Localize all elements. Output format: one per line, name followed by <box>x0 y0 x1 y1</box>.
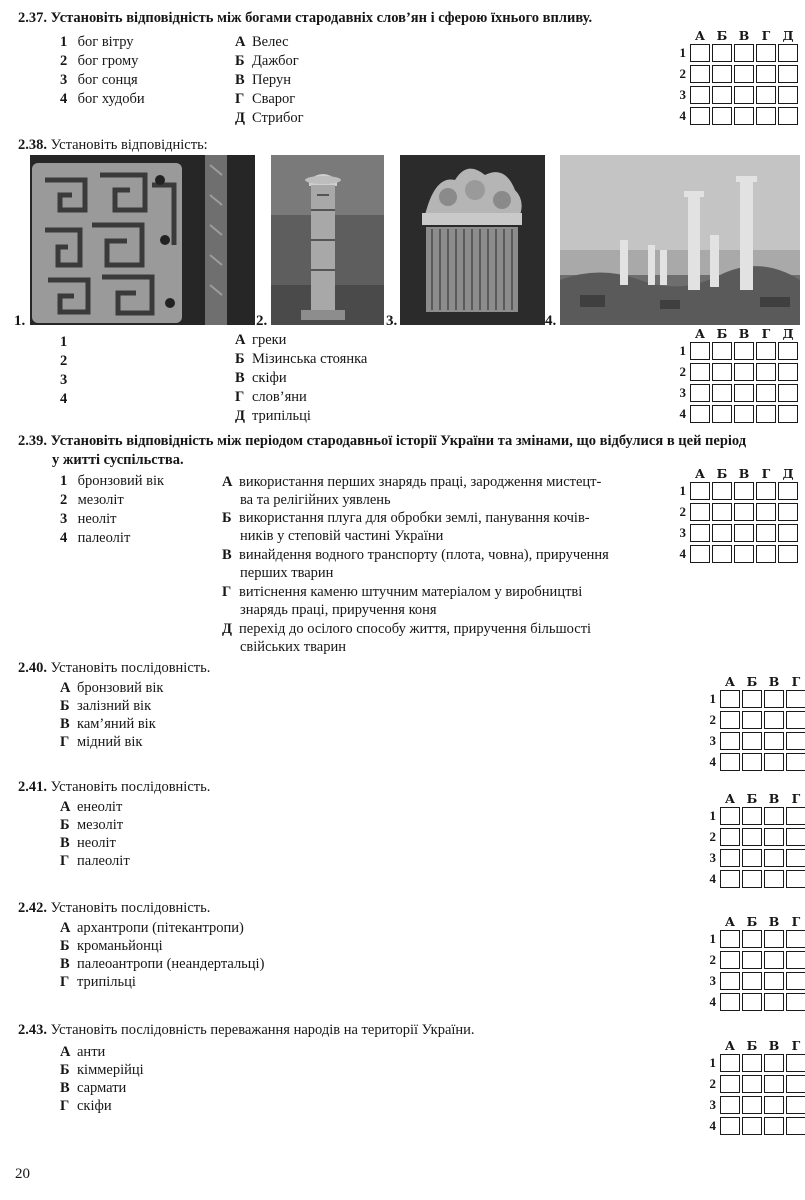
answer-cell[interactable] <box>742 993 762 1011</box>
answer-cell[interactable] <box>720 753 740 771</box>
answer-cell[interactable] <box>786 972 805 990</box>
answer-cell[interactable] <box>764 753 784 771</box>
answer-cell[interactable] <box>720 1054 740 1072</box>
grid-row-number: 4 <box>679 546 686 561</box>
answer-cell[interactable] <box>742 690 762 708</box>
answer-cell[interactable] <box>720 972 740 990</box>
photo-stone-idol <box>271 155 384 325</box>
item-b: Б кіммерійці <box>60 1062 144 1078</box>
answer-cell[interactable] <box>778 524 798 542</box>
item-c: В кам’яний вік <box>60 716 156 732</box>
grid-column-header: Б <box>746 674 758 689</box>
answer-cell[interactable] <box>778 384 798 402</box>
answer-cell[interactable] <box>786 870 805 888</box>
photo-label-1: 1. <box>14 313 26 329</box>
answer-cell[interactable] <box>786 807 805 825</box>
answer-cell[interactable] <box>690 545 710 563</box>
item-c: В палеоантропи (неандертальці) <box>60 956 265 972</box>
answer-cell[interactable] <box>778 503 798 521</box>
grid-column-header: А <box>694 28 706 43</box>
answer-cell[interactable] <box>720 930 740 948</box>
answer-cell[interactable] <box>786 1054 805 1072</box>
answer-cell[interactable] <box>786 1096 805 1114</box>
page-number: 20 <box>15 1166 30 1182</box>
grid-row-number: 2 <box>709 712 716 727</box>
grid-column-header: Б <box>716 28 728 43</box>
grid-row-number: 1 <box>709 691 716 706</box>
right-item-e: Д трипільці <box>235 408 311 424</box>
grid-row-number: 4 <box>679 406 686 421</box>
answer-cell[interactable] <box>734 503 754 521</box>
photo-label-4: 4. <box>545 313 557 329</box>
item-b: Б кроманьйонці <box>60 938 163 954</box>
grid-column-header: Б <box>746 914 758 929</box>
photo-gold-comb <box>400 155 545 325</box>
grid-column-header: В <box>768 674 780 689</box>
answer-cell[interactable] <box>742 1054 762 1072</box>
answer-cell[interactable] <box>778 363 798 381</box>
answer-cell[interactable] <box>734 44 754 62</box>
grid-row-number: 2 <box>679 364 686 379</box>
answer-cell[interactable] <box>742 849 762 867</box>
answer-grid[interactable] <box>706 1038 802 1138</box>
answer-cell[interactable] <box>764 870 784 888</box>
answer-cell[interactable] <box>764 1096 784 1114</box>
photo-ancient-columns <box>560 155 800 325</box>
grid-column-header: Б <box>746 1038 758 1053</box>
answer-cell[interactable] <box>742 1096 762 1114</box>
answer-cell[interactable] <box>742 711 762 729</box>
answer-cell[interactable] <box>778 65 798 83</box>
answer-cell[interactable] <box>778 342 798 360</box>
answer-cell[interactable] <box>720 951 740 969</box>
grid-row-number: 3 <box>679 87 686 102</box>
answer-cell[interactable] <box>786 993 805 1011</box>
answer-cell[interactable] <box>720 732 740 750</box>
answer-cell[interactable] <box>712 65 732 83</box>
answer-cell[interactable] <box>720 870 740 888</box>
answer-cell[interactable] <box>764 972 784 990</box>
grid-row-number: 2 <box>709 1076 716 1091</box>
answer-cell[interactable] <box>690 524 710 542</box>
answer-cell[interactable] <box>756 342 776 360</box>
answer-cell[interactable] <box>742 972 762 990</box>
answer-cell[interactable] <box>786 951 805 969</box>
question-header <box>18 137 208 154</box>
grid-column-header: Г <box>791 1038 801 1053</box>
answer-cell[interactable] <box>734 545 754 563</box>
answer-cell[interactable] <box>764 690 784 708</box>
question-text-line2: у житті суспільства. <box>52 452 184 468</box>
answer-cell[interactable] <box>712 524 732 542</box>
grid-column-header: А <box>694 466 706 481</box>
grid-column-header: Б <box>746 791 758 806</box>
grid-column-header: Д <box>782 28 794 43</box>
answer-cell[interactable] <box>734 405 754 423</box>
answer-cell[interactable] <box>786 930 805 948</box>
grid-row-number: 3 <box>709 850 716 865</box>
answer-cell[interactable] <box>712 44 732 62</box>
answer-cell[interactable] <box>690 363 710 381</box>
right-item-d: Г слов’яни <box>235 389 307 405</box>
answer-cell[interactable] <box>756 482 776 500</box>
right-item-c: В Перун <box>235 72 291 88</box>
grid-row-number: 2 <box>679 504 686 519</box>
photo-label-2: 2. <box>256 313 268 329</box>
question-text: Установіть відповідність: <box>50 137 208 153</box>
item-c: В сармати <box>60 1080 127 1096</box>
answer-cell[interactable] <box>690 342 710 360</box>
answer-cell[interactable] <box>690 86 710 104</box>
right-item-d: Г витіснення каменю штучним матеріалом у виробництві знарядь праці, приручення коня <box>222 584 583 618</box>
answer-cell[interactable] <box>734 342 754 360</box>
answer-cell[interactable] <box>712 384 732 402</box>
left-item-4: 4 палеоліт <box>60 530 131 546</box>
question-text: Установіть відповідність між богами стародавніх слов’ян і сферою їхнього впливу. <box>50 10 593 26</box>
answer-cell[interactable] <box>734 482 754 500</box>
question-header <box>18 660 210 677</box>
grid-row-number: 1 <box>679 45 686 60</box>
grid-column-header: Б <box>716 326 728 341</box>
right-item-a: А Велес <box>235 34 289 50</box>
answer-cell[interactable] <box>786 711 805 729</box>
grid-row-number: 4 <box>709 1118 716 1133</box>
grid-column-header: Г <box>761 28 771 43</box>
question-number: 2.42. <box>18 900 47 916</box>
answer-cell[interactable] <box>734 363 754 381</box>
answer-cell[interactable] <box>734 86 754 104</box>
right-item-b: Б Дажбог <box>235 53 299 69</box>
answer-cell[interactable] <box>786 1117 805 1135</box>
grid-row-number: 2 <box>709 952 716 967</box>
right-item-b: Б Мізинська стоянка <box>235 351 368 367</box>
answer-cell[interactable] <box>734 107 754 125</box>
answer-cell[interactable] <box>756 65 776 83</box>
answer-cell[interactable] <box>756 44 776 62</box>
answer-cell[interactable] <box>720 807 740 825</box>
left-item-4: 4 <box>60 391 68 407</box>
answer-cell[interactable] <box>690 44 710 62</box>
answer-cell[interactable] <box>742 1117 762 1135</box>
answer-cell[interactable] <box>764 828 784 846</box>
left-item-2: 2 <box>60 353 68 369</box>
answer-grid[interactable] <box>706 674 802 774</box>
answer-cell[interactable] <box>734 384 754 402</box>
answer-cell[interactable] <box>764 711 784 729</box>
question-text-line1: Установіть відповідність між періодом стародавньої історії України та змінами, що відбулися в цей період <box>50 433 747 449</box>
question-number: 2.40. <box>18 660 47 676</box>
question-header <box>18 900 210 917</box>
answer-cell[interactable] <box>764 1117 784 1135</box>
left-item-2: 2 бог грому <box>60 53 139 69</box>
answer-cell[interactable] <box>742 951 762 969</box>
item-d: Г палеоліт <box>60 853 130 869</box>
answer-cell[interactable] <box>764 732 784 750</box>
answer-cell[interactable] <box>778 482 798 500</box>
question-header <box>18 10 592 27</box>
grid-column-header: Д <box>782 466 794 481</box>
answer-cell[interactable] <box>742 807 762 825</box>
answer-cell[interactable] <box>690 107 710 125</box>
right-item-c: В винайдення водного транспорту (плота, човна), приручення перших тварин <box>222 547 609 581</box>
answer-grid[interactable] <box>676 28 802 128</box>
answer-cell[interactable] <box>720 1096 740 1114</box>
left-item-1: 1 бронзовий вік <box>60 473 165 489</box>
grid-row-number: 3 <box>709 1097 716 1112</box>
item-b: Б мезоліт <box>60 817 124 833</box>
answer-cell[interactable] <box>712 482 732 500</box>
grid-row-number: 1 <box>709 808 716 823</box>
answer-grid[interactable] <box>706 791 802 891</box>
answer-cell[interactable] <box>778 86 798 104</box>
answer-grid[interactable] <box>676 326 802 426</box>
grid-row-number: 4 <box>709 994 716 1009</box>
answer-cell[interactable] <box>786 732 805 750</box>
answer-cell[interactable] <box>734 524 754 542</box>
answer-cell[interactable] <box>690 405 710 423</box>
question-text: Установіть послідовність переважання народів на території України. <box>50 1022 475 1038</box>
answer-cell[interactable] <box>720 690 740 708</box>
question-text: Установіть послідовність. <box>50 660 211 676</box>
answer-cell[interactable] <box>690 482 710 500</box>
answer-cell[interactable] <box>756 86 776 104</box>
answer-cell[interactable] <box>778 405 798 423</box>
item-d: Г скіфи <box>60 1098 112 1114</box>
right-item-a: А греки <box>235 332 287 348</box>
question-number: 2.43. <box>18 1022 47 1038</box>
answer-cell[interactable] <box>756 384 776 402</box>
answer-cell[interactable] <box>778 107 798 125</box>
answer-cell[interactable] <box>742 732 762 750</box>
answer-cell[interactable] <box>764 1075 784 1093</box>
answer-cell[interactable] <box>720 1075 740 1093</box>
item-a: А енеоліт <box>60 799 123 815</box>
grid-row-number: 1 <box>679 343 686 358</box>
question-number: 2.39. <box>18 433 47 449</box>
answer-cell[interactable] <box>764 807 784 825</box>
answer-cell[interactable] <box>712 363 732 381</box>
question-header <box>18 779 210 796</box>
answer-cell[interactable] <box>778 44 798 62</box>
answer-grid[interactable] <box>706 914 802 1014</box>
answer-cell[interactable] <box>720 711 740 729</box>
grid-row-number: 3 <box>679 385 686 400</box>
grid-column-header: А <box>724 1038 736 1053</box>
grid-row-number: 1 <box>679 483 686 498</box>
question-number: 2.38. <box>18 137 47 153</box>
left-item-2: 2 мезоліт <box>60 492 124 508</box>
answer-cell[interactable] <box>764 951 784 969</box>
question-text: Установіть послідовність. <box>50 900 211 916</box>
item-d: Г мідний вік <box>60 734 143 750</box>
answer-cell[interactable] <box>712 503 732 521</box>
grid-column-header: А <box>724 791 736 806</box>
answer-cell[interactable] <box>742 753 762 771</box>
left-item-3: 3 бог сонця <box>60 72 138 88</box>
answer-cell[interactable] <box>720 993 740 1011</box>
answer-cell[interactable] <box>712 107 732 125</box>
answer-cell[interactable] <box>786 690 805 708</box>
answer-cell[interactable] <box>742 828 762 846</box>
right-item-b: Б використання плуга для обробки землі, панування кочів- ників у степовій частині України <box>222 510 590 544</box>
grid-column-header: Б <box>716 466 728 481</box>
grid-column-header: Г <box>791 674 801 689</box>
answer-cell[interactable] <box>690 503 710 521</box>
grid-column-header: В <box>768 1038 780 1053</box>
right-item-a: А використання перших знарядь праці, зародження мистецт- ва та релігійних уявлень <box>222 474 602 508</box>
answer-cell[interactable] <box>712 342 732 360</box>
item-a: А бронзовий вік <box>60 680 164 696</box>
answer-cell[interactable] <box>756 503 776 521</box>
item-b: Б залізний вік <box>60 698 152 714</box>
grid-column-header: Г <box>761 326 771 341</box>
right-item-e: Д перехід до осілого способу життя, приручення більшості свійських тварин <box>222 621 592 655</box>
grid-row-number: 3 <box>679 525 686 540</box>
answer-cell[interactable] <box>690 65 710 83</box>
question-number: 2.41. <box>18 779 47 795</box>
grid-row-number: 1 <box>709 1055 716 1070</box>
grid-row-number: 2 <box>679 66 686 81</box>
left-item-3: 3 неоліт <box>60 511 117 527</box>
answer-cell[interactable] <box>712 86 732 104</box>
answer-cell[interactable] <box>786 1075 805 1093</box>
item-a: А анти <box>60 1044 106 1060</box>
right-item-e: Д Стрибог <box>235 110 304 126</box>
answer-cell[interactable] <box>786 828 805 846</box>
answer-cell[interactable] <box>742 930 762 948</box>
answer-cell[interactable] <box>764 849 784 867</box>
answer-cell[interactable] <box>756 545 776 563</box>
photo-carved-meander-stone <box>30 155 255 325</box>
left-item-1: 1 <box>60 334 68 350</box>
grid-row-number: 3 <box>709 733 716 748</box>
grid-column-header: А <box>724 674 736 689</box>
grid-row-number: 4 <box>679 108 686 123</box>
grid-column-header: Д <box>782 326 794 341</box>
answer-cell[interactable] <box>742 870 762 888</box>
grid-column-header: Г <box>761 466 771 481</box>
grid-column-header: В <box>738 326 750 341</box>
question-text: Установіть послідовність. <box>50 779 211 795</box>
grid-column-header: В <box>738 28 750 43</box>
right-item-d: Г Сварог <box>235 91 296 107</box>
answer-cell[interactable] <box>764 993 784 1011</box>
grid-row-number: 4 <box>709 871 716 886</box>
grid-column-header: А <box>694 326 706 341</box>
answer-cell[interactable] <box>720 1117 740 1135</box>
answer-cell[interactable] <box>756 363 776 381</box>
answer-cell[interactable] <box>764 1054 784 1072</box>
left-item-1: 1 бог вітру <box>60 34 134 50</box>
answer-cell[interactable] <box>756 405 776 423</box>
photo-label-3: 3. <box>386 313 398 329</box>
grid-column-header: Г <box>791 791 801 806</box>
answer-cell[interactable] <box>778 545 798 563</box>
grid-row-number: 2 <box>709 829 716 844</box>
answer-grid[interactable] <box>676 466 802 566</box>
answer-cell[interactable] <box>720 849 740 867</box>
item-a: А архантропи (пітекантропи) <box>60 920 244 936</box>
grid-column-header: В <box>768 914 780 929</box>
item-d: Г трипільці <box>60 974 136 990</box>
grid-column-header: Г <box>791 914 801 929</box>
answer-cell[interactable] <box>742 1075 762 1093</box>
grid-column-header: А <box>724 914 736 929</box>
grid-row-number: 4 <box>709 754 716 769</box>
right-item-c: В скіфи <box>235 370 287 386</box>
answer-cell[interactable] <box>764 930 784 948</box>
question-header <box>18 1022 475 1039</box>
item-c: В неоліт <box>60 835 116 851</box>
grid-row-number: 1 <box>709 931 716 946</box>
answer-cell[interactable] <box>690 384 710 402</box>
answer-cell[interactable] <box>756 524 776 542</box>
answer-cell[interactable] <box>734 65 754 83</box>
answer-cell[interactable] <box>720 828 740 846</box>
question-number: 2.37. <box>18 10 47 26</box>
left-item-4: 4 бог худоби <box>60 91 145 107</box>
answer-cell[interactable] <box>712 405 732 423</box>
question-header <box>18 433 746 450</box>
grid-column-header: В <box>768 791 780 806</box>
left-item-3: 3 <box>60 372 68 388</box>
answer-cell[interactable] <box>786 849 805 867</box>
answer-cell[interactable] <box>786 753 805 771</box>
grid-column-header: В <box>738 466 750 481</box>
grid-row-number: 3 <box>709 973 716 988</box>
answer-cell[interactable] <box>712 545 732 563</box>
answer-cell[interactable] <box>756 107 776 125</box>
